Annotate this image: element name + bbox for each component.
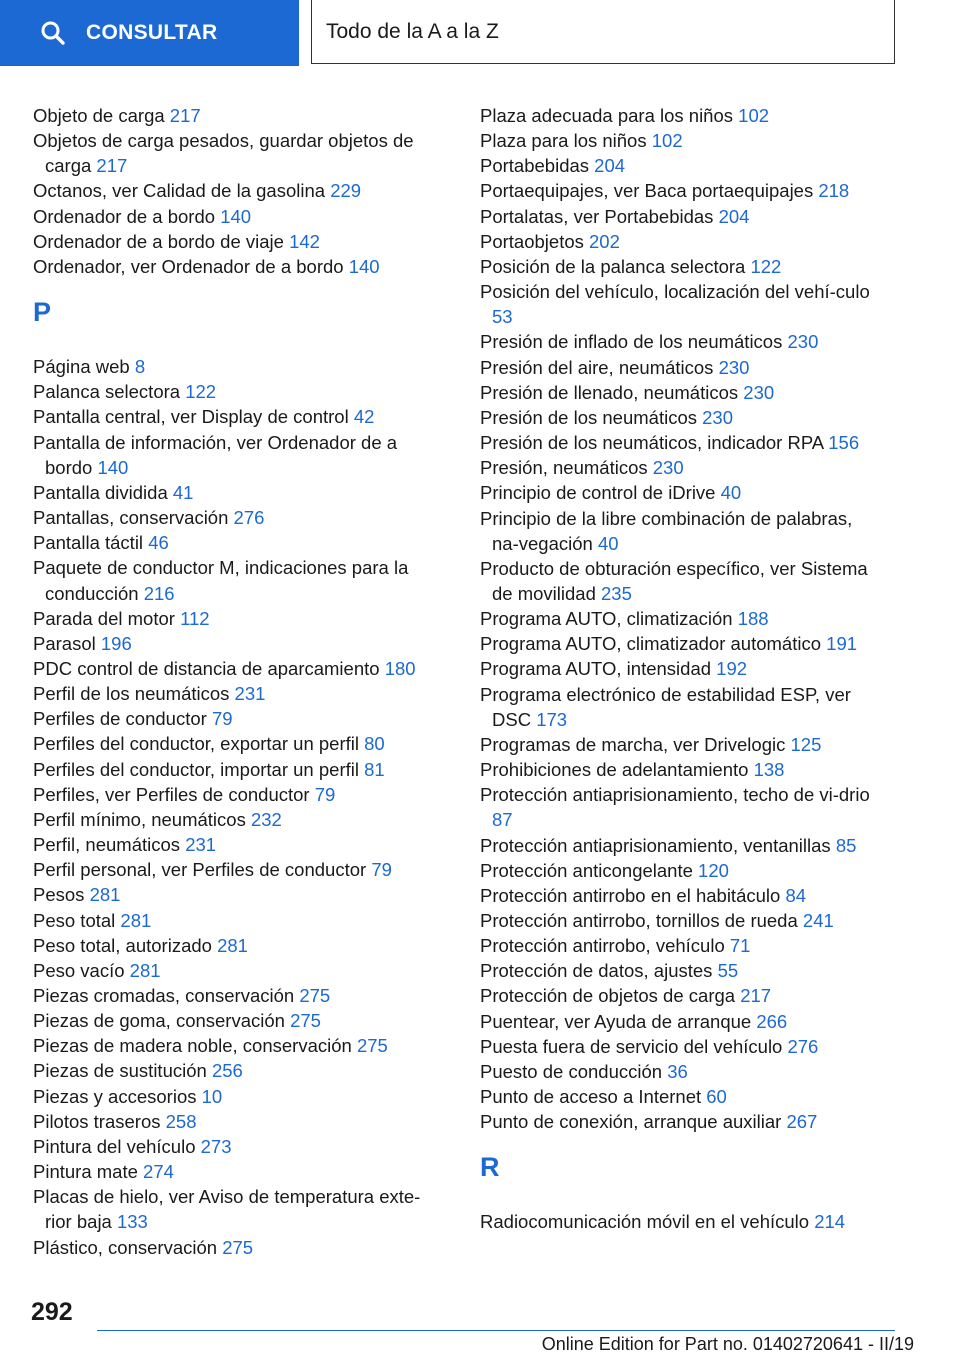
entry-text: Paquete de conductor M, indicaciones para la conducción [33, 557, 409, 604]
index-entry [480, 1034, 880, 1059]
page-link[interactable]: 267 [786, 1111, 818, 1133]
top-bar [0, 0, 960, 66]
topic-title: Todo de la A a la Z [311, 0, 895, 64]
entry-text: Programa AUTO, climatizador automático [480, 633, 822, 655]
page-link[interactable]: 214 [814, 1211, 846, 1233]
entry-text: Presión de llenado, neumáticos [480, 381, 739, 403]
page-link[interactable]: 140 [220, 205, 252, 227]
index-entry [480, 958, 880, 983]
index-entry [33, 530, 438, 555]
page-link[interactable]: 230 [702, 406, 733, 428]
section-letter: P [33, 297, 52, 328]
page-link[interactable]: 230 [743, 381, 775, 403]
page-link[interactable]: 125 [790, 733, 822, 755]
index-entry [33, 832, 438, 857]
entry-text: Pantalla táctil [33, 532, 144, 554]
entry-text: Puesto de conducción [480, 1060, 663, 1082]
index-entry [480, 782, 880, 832]
index-entry [33, 430, 438, 480]
page-link[interactable]: 188 [737, 608, 769, 630]
index-entry [480, 506, 880, 556]
entry-text: Pantalla central, ver Display de control [33, 406, 349, 428]
index-entry [480, 103, 880, 128]
page-link[interactable]: 84 [785, 884, 807, 906]
page-number: 292 [31, 1298, 73, 1326]
index-entry [33, 983, 438, 1008]
page-link[interactable]: 138 [753, 759, 785, 781]
index-entry [480, 405, 880, 430]
entry-text: Plaza para los niños [480, 130, 647, 152]
index-column-right [480, 103, 880, 1235]
index-entry [480, 732, 880, 757]
index-entry [33, 631, 438, 656]
index-entry [33, 706, 438, 731]
entry-text: Presión de inflado de los neumáticos [480, 331, 783, 353]
index-entry [33, 1109, 438, 1134]
index-entry [33, 757, 438, 782]
entry-text: Piezas de sustitución [33, 1060, 207, 1082]
index-entry [33, 1134, 438, 1159]
entry-text: Ordenador de a bordo de viaje [33, 230, 284, 252]
footer-divider [97, 1330, 895, 1331]
index-entry [480, 1209, 880, 1234]
entry-text: Octanos, ver Calidad de la gasolina [33, 180, 326, 202]
page-link[interactable]: 256 [211, 1060, 243, 1082]
index-entry [33, 1084, 438, 1109]
index-entry [480, 455, 880, 480]
page-link[interactable]: 275 [299, 985, 331, 1006]
page-link[interactable]: 42 [353, 406, 375, 428]
page-link[interactable]: 102 [738, 105, 770, 126]
page-link[interactable]: 79 [314, 783, 336, 805]
index-entry [33, 379, 438, 404]
entry-text: Piezas cromadas, conservación [33, 985, 295, 1006]
index-entry [33, 103, 438, 128]
entry-text: Punto de conexión, arranque auxiliar [480, 1111, 782, 1133]
entry-text: Protección antiaprisionamiento, ventanillas [480, 834, 831, 856]
page-link[interactable]: 266 [756, 1010, 788, 1032]
index-entry [480, 606, 880, 631]
page-link[interactable]: 241 [802, 910, 834, 931]
page-link[interactable]: 218 [818, 180, 850, 202]
index-entry [480, 1009, 880, 1034]
index-entry [33, 505, 438, 530]
page-link[interactable]: 276 [787, 1035, 819, 1057]
entry-text: Protección antirrobo en el habitáculo [480, 884, 781, 906]
page-link[interactable]: 281 [129, 959, 161, 981]
entry-text: Pilotos traseros [33, 1110, 161, 1132]
entry-text: Perfiles de conductor [33, 708, 207, 730]
entry-text: Piezas y accesorios [33, 1085, 197, 1107]
entry-text: Perfiles, ver Perfiles de conductor [33, 783, 310, 805]
entry-text: Ordenador, ver Ordenador de a bordo [33, 255, 344, 277]
index-entry [480, 279, 880, 329]
entry-text: Programa electrónico de estabilidad ESP, ver DSC [480, 683, 851, 730]
index-entry [480, 1109, 880, 1134]
page-link[interactable]: 41 [172, 481, 194, 503]
page-link[interactable]: 120 [698, 859, 729, 881]
entry-text: PDC control de distancia de aparcamiento [33, 657, 380, 679]
page-link[interactable]: 40 [720, 482, 742, 504]
page-link[interactable]: 55 [717, 960, 739, 982]
entry-text: Perfil personal, ver Perfiles de conductor [33, 859, 367, 881]
entry-text: Pintura mate [33, 1161, 138, 1183]
page-link[interactable]: 230 [787, 331, 819, 353]
index-entry [480, 178, 880, 203]
entry-text: Posición del vehículo, localización del vehí‐culo [480, 281, 870, 303]
entry-text: Protección antirrobo, vehículo [480, 935, 725, 957]
page-link[interactable]: 180 [384, 657, 416, 679]
index-entry [480, 682, 880, 732]
page-link[interactable]: 60 [706, 1086, 727, 1108]
index-entry [480, 631, 880, 656]
entry-text: Piezas de madera noble, conservación [33, 1035, 352, 1057]
edition-note: Online Edition for Part no. 01402720641 - II/19 [541, 1334, 914, 1354]
entry-text: Perfiles del conductor, exportar un perfil [33, 733, 359, 755]
entry-text: Ordenador de a bordo [33, 205, 216, 227]
entry-text: Pintura del vehículo [33, 1135, 196, 1157]
entry-text: Protección anticongelante [480, 859, 693, 881]
index-entry [480, 480, 880, 505]
entry-text: Objetos de carga pesados, guardar objetos de carga [33, 130, 414, 177]
entry-text: Presión de los neumáticos [480, 406, 697, 428]
entry-text: Protección de objetos de carga [480, 985, 736, 1007]
page-link[interactable]: 140 [97, 456, 129, 478]
entry-text: Peso vacío [33, 959, 125, 981]
entry-text: Protección antiaprisionamiento, techo de vi‐drio [480, 784, 870, 806]
page-link[interactable]: 217 [169, 105, 201, 126]
index-entry [33, 933, 438, 958]
entry-text: Pesos [33, 884, 85, 906]
page-link[interactable]: 232 [250, 808, 282, 830]
entry-text: Principio de control de iDrive [480, 482, 716, 504]
entry-text: Pantallas, conservación [33, 507, 229, 529]
page-link[interactable]: 204 [718, 205, 750, 227]
page-link[interactable]: 273 [200, 1135, 232, 1157]
index-entry [33, 555, 438, 605]
index-entry [33, 480, 438, 505]
page-link[interactable]: 231 [234, 683, 266, 705]
index-entry [33, 1235, 438, 1260]
page-link[interactable]: 258 [165, 1110, 197, 1132]
entry-text: Portabebidas [480, 155, 590, 177]
page-link[interactable]: 235 [601, 582, 632, 604]
entry-text: Principio de la libre combinación de palabras, na‐vegación [480, 507, 853, 554]
page-link[interactable]: 79 [371, 859, 392, 881]
index-entry [480, 656, 880, 681]
page-link[interactable]: 79 [211, 708, 233, 730]
section-letter: R [480, 1152, 500, 1183]
index-entry [480, 757, 880, 782]
page-link[interactable]: 140 [348, 255, 380, 277]
entry-text: Presión, neumáticos [480, 457, 648, 479]
index-entry [33, 128, 438, 178]
index-entry [480, 229, 880, 254]
page-link[interactable]: 217 [96, 155, 128, 177]
entry-text: Peso total, autorizado [33, 934, 212, 956]
index-column-left [33, 103, 438, 1260]
entry-text: Puesta fuera de servicio del vehículo [480, 1035, 783, 1057]
entry-text: Plaza adecuada para los niños [480, 105, 734, 126]
page-link[interactable]: 217 [740, 985, 772, 1007]
entry-text: Programas de marcha, ver Drivelogic [480, 733, 786, 755]
page-link[interactable]: 196 [100, 632, 132, 654]
page-link[interactable]: 10 [201, 1085, 223, 1107]
entry-text: Plástico, conservación [33, 1236, 218, 1258]
index-entry [480, 355, 880, 380]
index-entry [480, 153, 880, 178]
page-link[interactable]: 71 [729, 935, 751, 957]
index-entry [480, 254, 880, 279]
page-link[interactable]: 122 [185, 381, 217, 403]
page-link[interactable]: 87 [492, 809, 513, 831]
index-entry [33, 656, 438, 681]
index-entry [33, 882, 438, 907]
entry-text: Objeto de carga [33, 105, 165, 126]
entry-text: Prohibiciones de adelantamiento [480, 759, 749, 781]
entry-text: Pantalla dividida [33, 481, 168, 503]
page-link[interactable]: 230 [718, 356, 750, 378]
index-entry [480, 1084, 880, 1109]
entry-text: Piezas de goma, conservación [33, 1010, 285, 1032]
page-link[interactable]: 192 [716, 658, 748, 680]
index-entry [33, 606, 438, 631]
page-link[interactable]: 85 [835, 834, 857, 856]
entry-text: Punto de acceso a Internet [480, 1086, 702, 1108]
index-entry [33, 681, 438, 706]
entry-text: Peso total [33, 909, 116, 931]
consult-label: CONSULTAR [86, 21, 218, 44]
entry-text: Palanca selectora [33, 381, 181, 403]
index-entry [480, 329, 880, 354]
entry-text: Pantalla de información, ver Ordenador de a bordo [33, 431, 398, 478]
index-entry [480, 883, 880, 908]
index-entry [480, 430, 880, 455]
consult-button[interactable] [0, 0, 299, 66]
entry-text: Presión del aire, neumáticos [480, 356, 714, 378]
entry-text: Protección antirrobo, tornillos de rueda [480, 910, 798, 931]
page-link[interactable]: 202 [589, 230, 620, 252]
index-entry [480, 128, 880, 153]
entry-text: Página web [33, 356, 130, 378]
entry-text: Parasol [33, 632, 96, 654]
page-link[interactable]: 281 [89, 884, 121, 906]
index-entry [480, 833, 880, 858]
entry-text: Portaobjetos [480, 230, 584, 252]
index-entry [480, 933, 880, 958]
page-link[interactable]: 53 [492, 306, 513, 328]
entry-text: Perfil, neumáticos [33, 834, 181, 856]
index-entry [33, 254, 438, 279]
page-link[interactable]: 142 [289, 230, 320, 252]
index-entry [480, 204, 880, 229]
entry-text: Portaequipajes, ver Baca portaequipajes [480, 180, 814, 202]
page-link[interactable]: 229 [330, 180, 362, 202]
page-link[interactable]: 122 [750, 255, 782, 277]
index-entry [480, 908, 880, 933]
entry-text: Protección de datos, ajustes [480, 960, 713, 982]
index-entry [33, 782, 438, 807]
page-link[interactable]: 102 [651, 130, 683, 152]
page-link[interactable]: 156 [828, 432, 860, 454]
page-link[interactable]: 46 [148, 532, 169, 554]
entry-text: Posición de la palanca selectora [480, 255, 746, 277]
index-entry [480, 983, 880, 1008]
index-entry [33, 958, 438, 983]
page-link[interactable]: 216 [143, 582, 175, 604]
entry-text: Portalatas, ver Portabebidas [480, 205, 714, 227]
index-entry [480, 380, 880, 405]
entry-text: Perfiles del conductor, importar un perfil [33, 758, 359, 780]
search-icon [40, 20, 66, 46]
index-entry [33, 1159, 438, 1184]
index-entry [33, 1058, 438, 1083]
index-entry [33, 354, 438, 379]
entry-text: Radiocomunicación móvil en el vehículo [480, 1211, 810, 1233]
index-entry [33, 1008, 438, 1033]
page-link[interactable]: 81 [364, 758, 385, 780]
entry-text: Placas de hielo, ver Aviso de temperatura exte‐rior baja [33, 1186, 421, 1233]
entry-text: Programa AUTO, climatización [480, 608, 733, 630]
page-link[interactable]: 230 [652, 457, 684, 479]
page-link[interactable]: 281 [120, 909, 152, 931]
page-link[interactable]: 275 [290, 1010, 321, 1032]
entry-text: Programa AUTO, intensidad [480, 658, 712, 680]
entry-text: Presión de los neumáticos, indicador RPA [480, 432, 824, 454]
page-link[interactable]: 276 [233, 507, 265, 529]
index-entry [33, 204, 438, 229]
page-link[interactable]: 8 [134, 356, 146, 378]
page-link[interactable]: 275 [356, 1035, 388, 1057]
entry-text: Perfil de los neumáticos [33, 683, 230, 705]
index-entry [33, 229, 438, 254]
page-link[interactable]: 274 [143, 1161, 174, 1183]
page-link[interactable]: 133 [116, 1211, 148, 1233]
index-entry [33, 807, 438, 832]
page-link[interactable]: 281 [217, 934, 248, 956]
entry-text: Producto de obturación específico, ver Sistema de movilidad [480, 557, 868, 604]
page-link[interactable]: 40 [597, 532, 619, 554]
page-link[interactable]: 204 [594, 155, 626, 177]
entry-text: Parada del motor [33, 607, 175, 629]
page-link[interactable]: 80 [364, 733, 385, 755]
page-link[interactable]: 231 [185, 834, 217, 856]
index-entry [480, 556, 880, 606]
index-entry [480, 858, 880, 883]
page-link[interactable]: 191 [826, 633, 858, 655]
page-link[interactable]: 112 [180, 607, 210, 629]
page-link[interactable]: 173 [536, 708, 568, 730]
page-link[interactable]: 275 [222, 1236, 254, 1258]
index-entry [33, 857, 438, 882]
index-entry [33, 731, 438, 756]
entry-text: Puentear, ver Ayuda de arranque [480, 1010, 752, 1032]
index-entry [33, 404, 438, 429]
index-entry [33, 178, 438, 203]
index-entry [33, 1184, 438, 1234]
entry-text: Perfil mínimo, neumáticos [33, 808, 246, 830]
index-entry [33, 1033, 438, 1058]
index-entry [33, 908, 438, 933]
page-link[interactable]: 36 [667, 1060, 688, 1082]
index-entry [480, 1059, 880, 1084]
